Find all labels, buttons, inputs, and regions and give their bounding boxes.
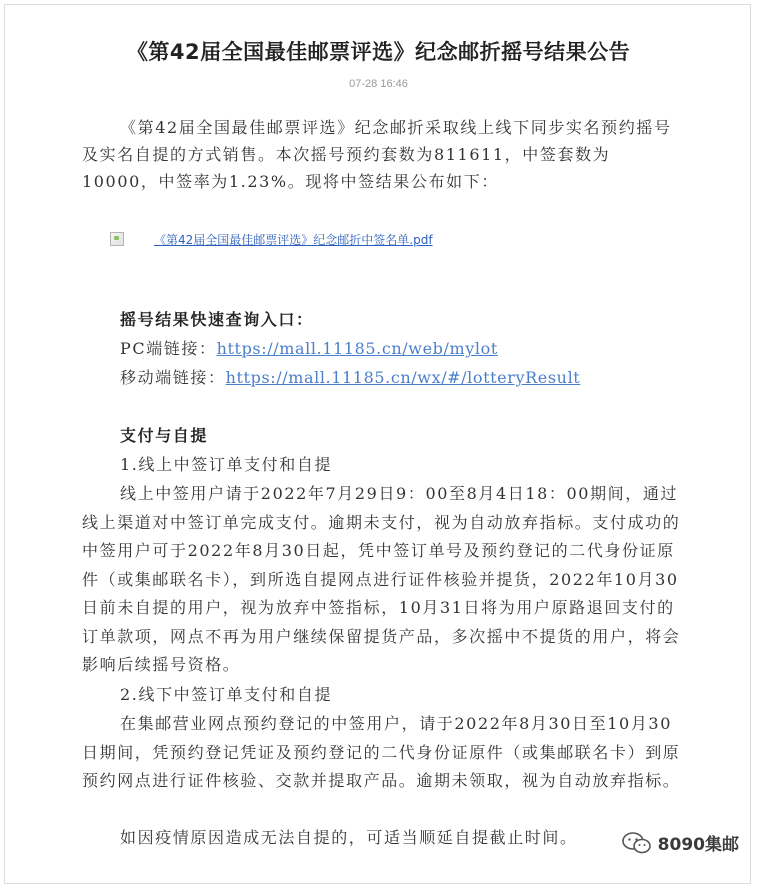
mobile-link[interactable]: https://mall.11185.cn/wx/#/lotteryResult xyxy=(225,368,581,387)
broken-image-icon xyxy=(110,232,124,246)
attachment-link[interactable]: 《第42届全国最佳邮票评选》纪念邮折中签名单.pdf xyxy=(154,232,433,247)
pc-link[interactable]: https://mall.11185.cn/web/mylot xyxy=(216,339,498,358)
account-watermark xyxy=(622,830,739,855)
pc-link-row xyxy=(120,335,498,362)
publish-date: 07-28 16:46 xyxy=(349,78,408,90)
pay-heading: 支付与自提 xyxy=(120,426,209,445)
attachment[interactable] xyxy=(110,230,433,248)
article-title: 《第42届全国最佳邮票评选》纪念邮折摇号结果公告 xyxy=(126,40,631,64)
intro-paragraph: 《第42届全国最佳邮票评选》纪念邮折采取线上线下同步实名预约摇号及实名自提的方式销售。本次摇号预约套数为811611，中签套数为10000，中签率为1.23%。现将中签结果公布如下： xyxy=(82,118,672,191)
pc-link-label: PC端链接： xyxy=(120,339,217,358)
mobile-link-label: 移动端链接： xyxy=(120,368,226,387)
section1-body: 线上中签用户请于2022年7月29日9：00至8月4日18：00期间，通过线上渠道对中签订单完成支付。逾期未支付，视为自动放弃指标。支付成功的中签用户可于2022年8月30日起，凭中签订单号及预约登记的二代身份证原件（或集邮联名卡），到所选自提网点进行证件核验并提货，2022年10月30日前未自提的用户，视为放弃中签指标，10月31日将为用户原路退回支付的订单款项，网点不再为用户继续保留提货产品，多次摇中不提货的用户，将会影响后续摇号资格。 xyxy=(82,484,681,674)
closing-paragraph: 如因疫情原因造成无法自提的，可适当顺延自提截止时间。 xyxy=(120,828,578,847)
section2-body: 在集邮营业网点预约登记的中签用户，请于2022年8月30日至10月30日期间，凭预约登记凭证及预约登记的二代身份证原件（或集邮联名卡）到原预约网点进行证件核验、交款并提取产品。逾期未领取，视为自动放弃指标。 xyxy=(82,714,681,790)
watermark-text: 8090集邮 xyxy=(657,835,739,855)
mobile-link-row xyxy=(120,364,580,391)
query-heading: 摇号结果快速查询入口： xyxy=(120,310,314,329)
section2-heading: 2.线下中签订单支付和自提 xyxy=(120,685,333,704)
section1-heading: 1.线上中签订单支付和自提 xyxy=(120,455,333,474)
wechat-icon xyxy=(622,832,652,854)
